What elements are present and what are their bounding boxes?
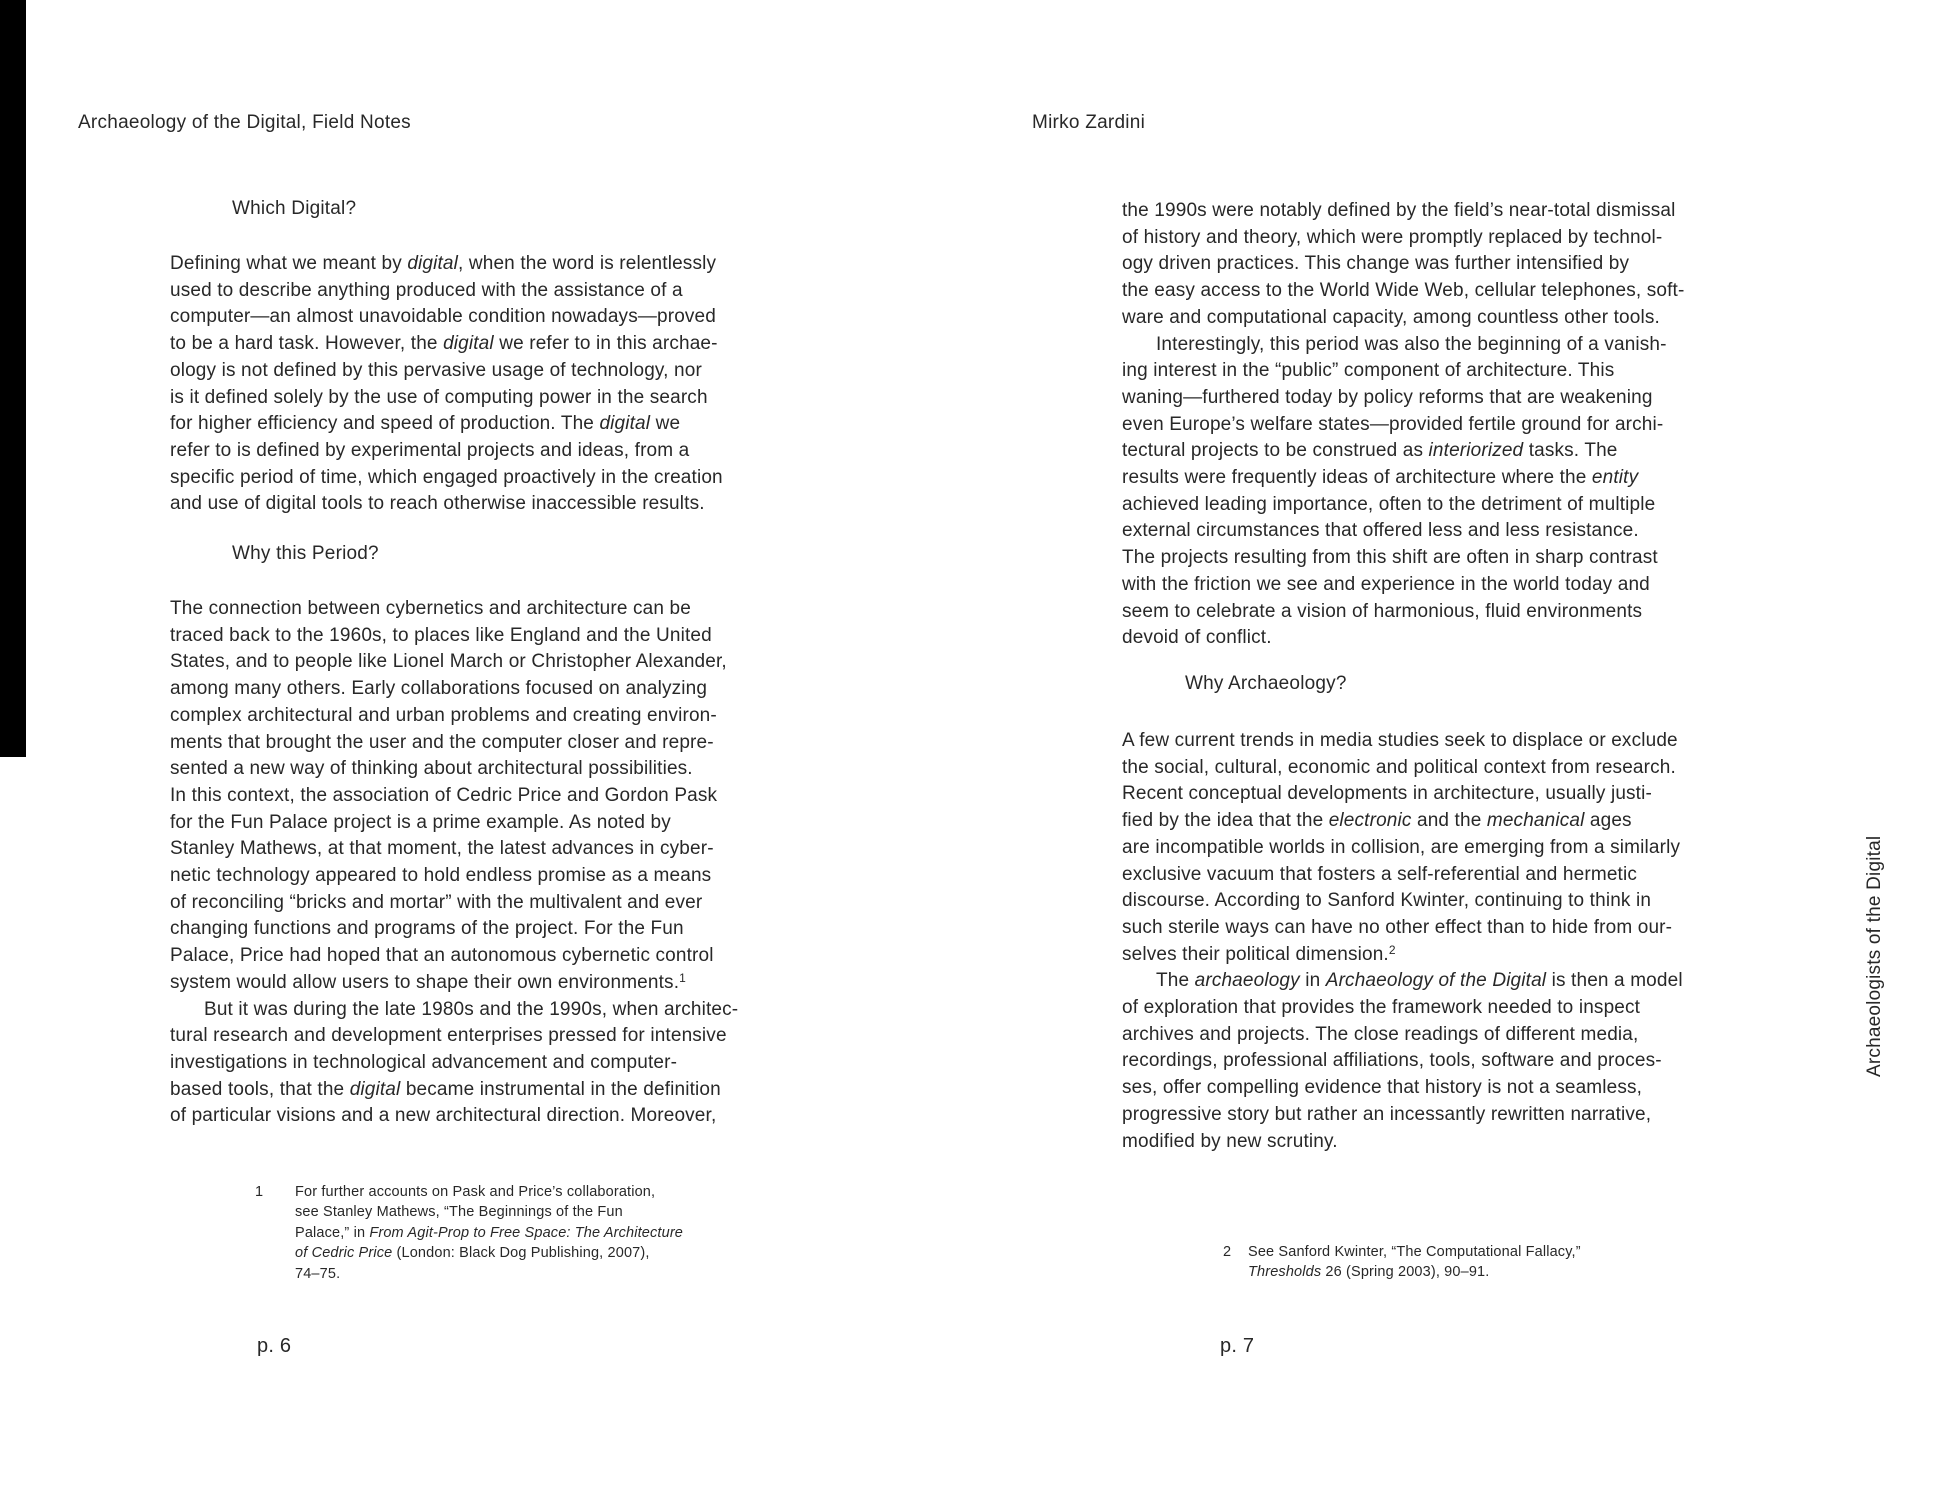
text-line: achieved leading importance, often to the detriment of multiple [1122, 493, 1656, 515]
text-line: external circumstances that offered less and less resistance. [1122, 520, 1639, 542]
text-line: to be a hard task. However, the digital we refer to in this archae- [170, 333, 718, 355]
text-line: for the Fun Palace project is a prime example. As noted by [170, 811, 671, 833]
text-line: exclusive vacuum that fosters a self-referential and hermetic [1122, 863, 1637, 885]
paragraph-why-this-period [170, 596, 738, 1130]
footnote-number: 2 [1223, 1244, 1232, 1260]
text-line: of reconciling “bricks and mortar” with the multivalent and ever [170, 891, 703, 913]
text-line: netic technology appeared to hold endless promise as a means [170, 865, 712, 887]
text-line: refer to is defined by experimental projects and ideas, from a [170, 439, 690, 461]
text-line: used to describe anything produced with the assistance of a [170, 279, 683, 301]
text-line: selves their political dimension.$^2$ [1122, 942, 1396, 965]
section-heading-why-archaeology: Why Archaeology? [1185, 673, 1347, 694]
text-line: discourse. According to Sanford Kwinter, continuing to think in [1122, 890, 1652, 912]
text-line: with the friction we see and experience in the world today and [1122, 573, 1650, 595]
text-line: A few current trends in media studies seek to displace or exclude [1122, 730, 1678, 751]
text-line: such sterile ways can have no other effect than to hide from our- [1122, 916, 1673, 938]
text-line: among many others. Early collaborations focused on analyzing [170, 678, 708, 700]
text-line: The projects resulting from this shift are often in sharp contrast [1122, 547, 1658, 569]
text-line: the easy access to the World Wide Web, cellular telephones, soft- [1122, 280, 1685, 302]
text-line: waning—furthered today by policy reforms that are weakening [1122, 386, 1653, 408]
text-line: for higher efficiency and speed of production. The digital we [170, 413, 681, 435]
text-line: computer—an almost unavoidable condition nowadays—proved [170, 306, 716, 328]
text-line: the 1990s were notably defined by the field’s near-total dismissal [1122, 200, 1676, 221]
text-line: Palace, Price had hoped that an autonomous cybernetic control [170, 945, 714, 967]
text-line: Interestingly, this period was also the beginning of a vanish- [1156, 333, 1667, 355]
text-line: recordings, professional affiliations, tools, software and proces- [1122, 1050, 1662, 1072]
section-heading-why-this-period: Why this Period? [232, 543, 379, 564]
text-line: of Cedric Price (London: Black Dog Publishing, 2007), [295, 1245, 650, 1262]
text-line: For further accounts on Pask and Price’s collaboration, [295, 1184, 656, 1200]
text-line: investigations in technological advancement and computer- [170, 1051, 678, 1073]
text-line: progressive story but rather an incessantly rewritten narrative, [1122, 1103, 1652, 1125]
running-header-right: Mirko Zardini [1032, 112, 1146, 133]
text-line: based tools, that the digital became instrumental in the definition [170, 1078, 721, 1100]
footnote-text [1248, 1242, 1581, 1283]
text-line: Defining what we meant by digital, when the word is relentlessly [170, 253, 717, 274]
text-line: tectural projects to be construed as interiorized tasks. The [1122, 440, 1618, 462]
text-line: ments that brought the user and the computer closer and repre- [170, 731, 714, 753]
text-line: specific period of time, which engaged proactively in the creation [170, 466, 723, 488]
text-line: of exploration that provides the framework needed to inspect [1122, 997, 1641, 1019]
text-line: tural research and development enterprises pressed for intensive [170, 1025, 727, 1047]
text-line: Thresholds 26 (Spring 2003), 90–91. [1248, 1264, 1490, 1281]
scan-edge-bar [0, 0, 26, 757]
footnote-text [295, 1182, 683, 1284]
text-line: see Stanley Mathews, “The Beginnings of the Fun [295, 1204, 623, 1221]
text-line: Stanley Mathews, at that moment, the latest advances in cyber- [170, 838, 714, 860]
text-line: See Sanford Kwinter, “The Computational Fallacy,” [1248, 1244, 1581, 1260]
text-line: The archaeology in Archaeology of the Digital is then a model [1156, 970, 1683, 992]
text-line: ses, offer compelling evidence that history is not a seamless, [1122, 1077, 1643, 1099]
text-line: results were frequently ideas of architecture where the entity [1122, 467, 1639, 489]
text-line: fied by the idea that the electronic and the mechanical ages [1122, 810, 1632, 832]
footnote-2 [1223, 1242, 1581, 1283]
text-line: Palace,” in From Agit-Prop to Free Space: The Architecture [295, 1224, 684, 1241]
page-number-left: p. 6 [257, 1335, 292, 1357]
spine-label: Archaeologists of the Digital [1864, 835, 1885, 1077]
text-line: ology is not defined by this pervasive usage of technology, nor [170, 359, 702, 381]
running-header-left: Archaeology of the Digital, Field Notes [78, 112, 411, 133]
text-line: are incompatible worlds in collision, are emerging from a similarly [1122, 836, 1681, 858]
text-line: system would allow users to shape their own environments.$^1$ [170, 970, 686, 993]
footnote-1 [255, 1182, 683, 1284]
text-line: ing interest in the “public” component of architecture. This [1122, 360, 1615, 382]
text-line: is it defined solely by the use of computing power in the search [170, 386, 708, 408]
text-line: seem to celebrate a vision of harmonious, fluid environments [1122, 600, 1643, 622]
text-line: and use of digital tools to reach otherwise inaccessible results. [170, 493, 705, 515]
text-line: even Europe’s welfare states—provided fertile ground for archi- [1122, 413, 1664, 435]
text-line: traced back to the 1960s, to places like England and the United [170, 624, 712, 646]
section-heading-which-digital: Which Digital? [232, 198, 357, 219]
paragraph-which-digital [170, 251, 723, 518]
text-line: Recent conceptual developments in architecture, usually justi- [1122, 783, 1652, 805]
text-line: 74–75. [295, 1265, 341, 1282]
text-line: complex architectural and urban problems and creating environ- [170, 704, 717, 726]
text-line: In this context, the association of Cedric Price and Gordon Pask [170, 784, 718, 806]
text-line: But it was during the late 1980s and the 1990s, when architec- [204, 998, 739, 1020]
footnote-number: 1 [255, 1184, 264, 1200]
paragraph-continuation [1122, 198, 1684, 652]
text-line: modified by new scrutiny. [1122, 1130, 1338, 1152]
text-line: ware and computational capacity, among countless other tools. [1122, 306, 1660, 328]
text-line: archives and projects. The close readings of different media, [1122, 1023, 1639, 1045]
page-number-right: p. 7 [1220, 1335, 1255, 1357]
text-line: changing functions and programs of the project. For the Fun [170, 918, 684, 940]
text-line: The connection between cybernetics and architecture can be [170, 598, 691, 619]
text-line: States, and to people like Lionel March or Christopher Alexander, [170, 651, 727, 673]
paragraph-why-archaeology [1122, 728, 1683, 1155]
text-line: of particular visions and a new architectural direction. Moreover, [170, 1105, 717, 1127]
text-line: the social, cultural, economic and political context from research. [1122, 756, 1676, 778]
text-line: sented a new way of thinking about architectural possibilities. [170, 758, 693, 780]
text-line: ogy driven practices. This change was further intensified by [1122, 253, 1630, 275]
text-line: devoid of conflict. [1122, 627, 1272, 649]
text-line: of history and theory, which were promptly replaced by technol- [1122, 226, 1663, 248]
